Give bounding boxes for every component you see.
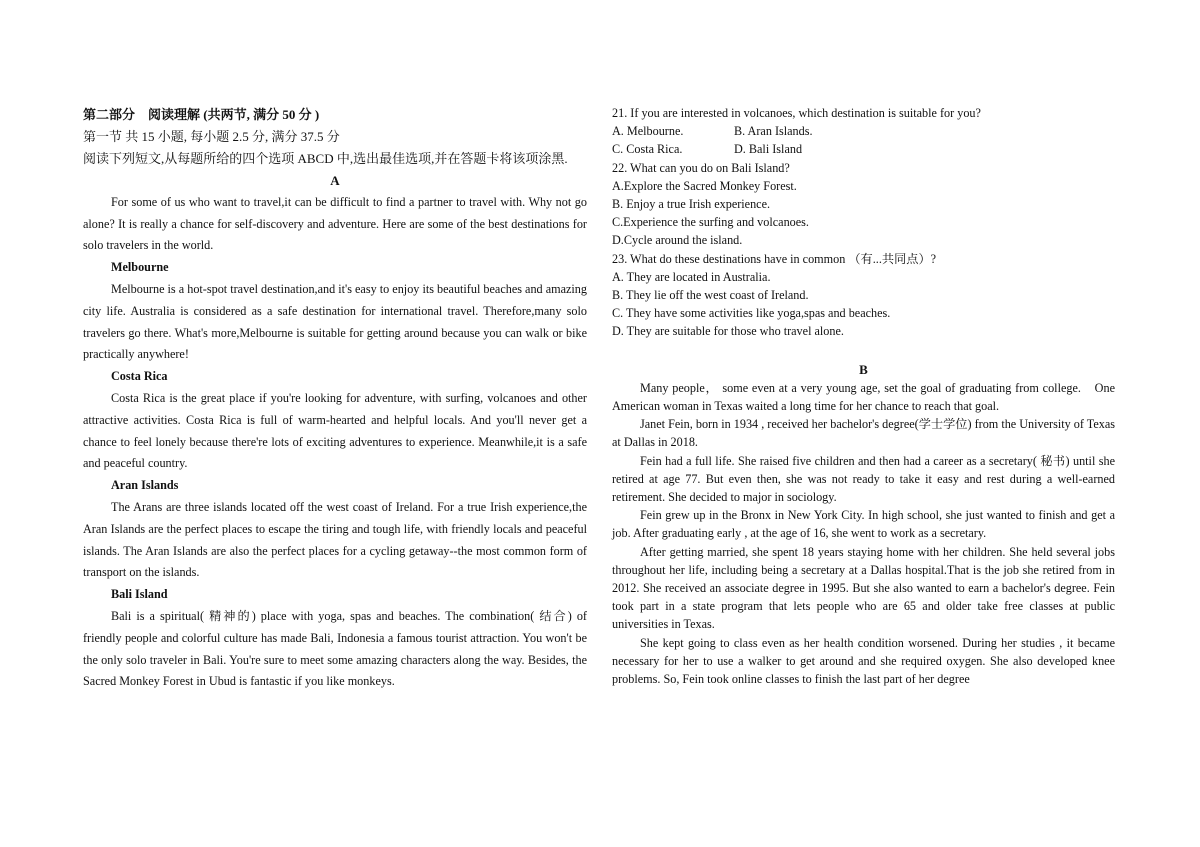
section-title-bali-island: Bali Island	[111, 587, 168, 602]
section-text-aran-islands: The Arans are three islands located off the west coast of Ireland. For a true Irish experience,the Aran Islands are the perfect places to escape the tiring and tough life, with friendly locals and peaceful islands. The Aran Islands are also the perfect places for a cycling getaway--the most common form of transport on the islands.	[83, 499, 587, 580]
section-title-melbourne: Melbourne	[111, 260, 169, 275]
section-text-bali-island: Bali is a spiritual( 精神的) place with yoga, spas and beaches. The combination( 结合) of friendly people and colorful culture has made Bali, Indonesia a famous tourist attraction. You won't be the only solo traveler in Bali. You're sure to meet some amazing characters along the way. Besides, the Sacred Monkey Forest in Ubud is fantastic if you like monkeys.	[83, 608, 587, 689]
passage-a-intro: For some of us who want to travel,it can be difficult to find a partner to travel with. Why not go alone? It is really a chance for self-discovery and adventure. Here are some of the best destinations for solo travelers in the world.	[83, 194, 587, 253]
option: B. Aran Islands.	[734, 124, 813, 139]
passage-b-paragraph: Fein grew up in the Bronx in New York City. In high school, she just wanted to finish and get a job. After graduating early , at the age of 16, she went to work as a secretary.	[612, 508, 1115, 541]
section-title-costa-rica: Costa Rica	[111, 369, 168, 384]
option: C. Costa Rica.	[612, 142, 683, 157]
option: B. They lie off the west coast of Ireland.	[612, 288, 809, 303]
section-title-aran-islands: Aran Islands	[111, 478, 179, 493]
passage-b-paragraph: Janet Fein, born in 1934 , received her bachelor's degree(学士学位) from the University of Texas at Dallas in 2018.	[612, 417, 1115, 450]
option: B. Enjoy a true Irish experience.	[612, 197, 771, 212]
passage-a-letter: A	[330, 173, 340, 188]
part-heading: 第二部分 阅读理解 (共两节, 满分 50 分 )	[83, 107, 320, 122]
question-23: 23. What do these destinations have in common （有...共同点）?	[612, 251, 937, 266]
question-22: 22. What can you do on Bali Island?	[612, 160, 790, 175]
spacer	[612, 341, 1115, 359]
left-column	[83, 104, 587, 693]
option: C. They have some activities like yoga,spas and beaches.	[612, 306, 891, 321]
instruction: 阅读下列短文,从每题所给的四个选项 ABCD 中,选出最佳选项,并在答题卡将该项涂黑.	[83, 151, 568, 166]
right-column	[612, 104, 1115, 688]
option: A. Melbourne.	[612, 124, 684, 139]
option: D.Cycle around the island.	[612, 233, 743, 248]
passage-b-paragraph: After getting married, she spent 18 years staying home with her children. She held several jobs throughout her life, including being a secretary at a Dallas hospital.That is the job she retired from in 2012. She received an associate degree in 1995. But she also wanted to earn a bachelor's degree. Fein took part in a state program that lets people who are 65 and older take free classes at public universities in Texas.	[612, 544, 1115, 632]
passage-b-letter: B	[859, 361, 868, 377]
question-21: 21. If you are interested in volcanoes, which destination is suitable for you?	[612, 106, 981, 120]
option: D. Bali Island	[734, 142, 803, 157]
option: A. They are located in Australia.	[612, 269, 771, 284]
passage-b-paragraph: She kept going to class even as her health condition worsened. During her studies , it became necessary for her to use a walker to get around and she required oxygen. She also developed knee problems. So, Fein took online classes to finish the last part of her degree	[612, 635, 1115, 687]
section-text-melbourne: Melbourne is a hot-spot travel destination,and it's easy to enjoy its beautiful beaches and amazing city life. Australia is considered as a safe destination for international travel. Therefore,many solo travelers go there. What's more,Melbourne is suitable for getting around because you can walk or bike practically anywhere!	[83, 281, 587, 362]
option: D. They are suitable for those who travel alone.	[612, 324, 844, 339]
option: C.Experience the surfing and volcanoes.	[612, 215, 809, 230]
section-text-costa-rica: Costa Rica is the great place if you're looking for adventure, with surfing, volcanoes and other attractive activities. Costa Rica is full of warm-hearted and helpful locals. And you'll never get a chance to feel lonely because there're lots of exciting adventures to experience. Meanwhile,it is a safe and peaceful country.	[83, 390, 587, 471]
option: A.Explore the Sacred Monkey Forest.	[612, 178, 797, 193]
section-heading: 第一节 共 15 小题, 每小题 2.5 分, 满分 37.5 分	[83, 129, 340, 144]
question-21-options-row1	[612, 122, 1115, 140]
question-21-options-row2	[612, 140, 1115, 158]
passage-b-paragraph: Fein had a full life. She raised five children and then had a career as a secretary( 秘书) until she retired at age 77. But even then, she was not ready to take it easy and rest during a well-earned retirement. She decided to major in sociology.	[612, 453, 1115, 505]
passage-b-paragraph: Many people， some even at a very young age, set the goal of graduating from college. One American woman in Texas waited a long time for her chance to reach that goal.	[612, 380, 1115, 414]
